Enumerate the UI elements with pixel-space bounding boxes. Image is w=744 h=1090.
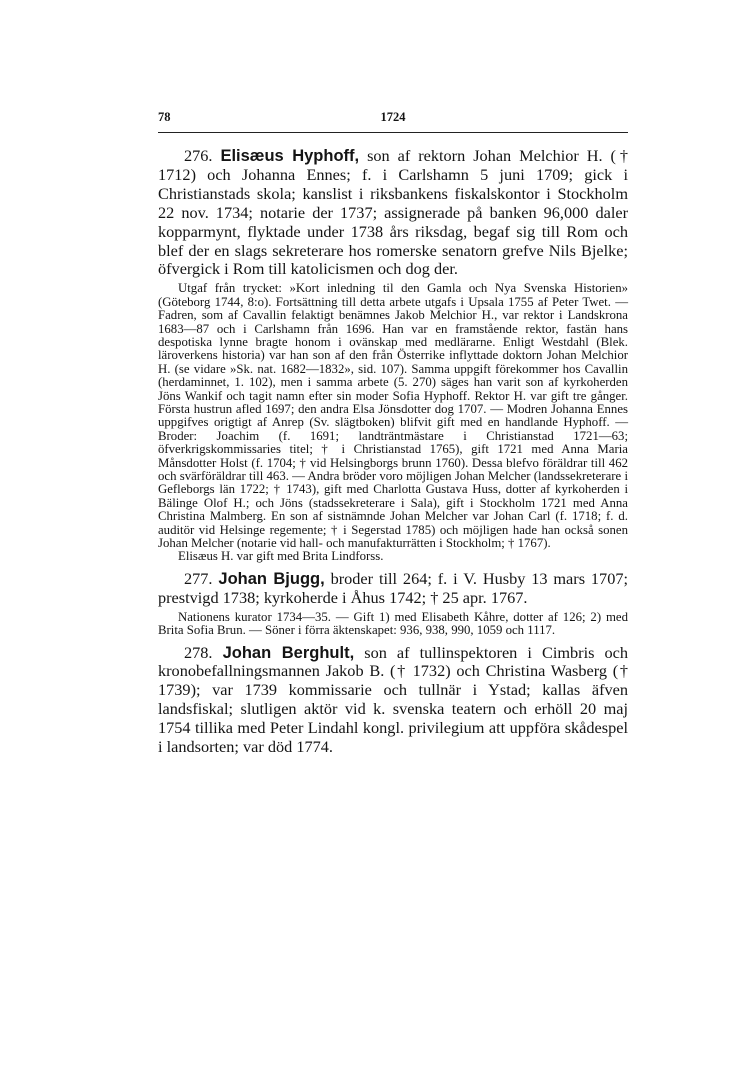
- page-number: 78: [158, 110, 171, 124]
- header-rule: [158, 132, 628, 133]
- entry-number: 276.: [184, 146, 213, 165]
- entry-number: 278.: [184, 642, 213, 662]
- entry-name: Johan Bjugg,: [218, 569, 325, 588]
- running-head: [158, 110, 628, 132]
- entry-text: son af rektorn Johan Melchior H. († 1712) och Johanna Ennes; f. i Carlshamn 5 juni 1709; gick i Christianstads skola; kanslist i riksbankens fiskalskontor i Stockholm 22 nov. 1734; notarie der 1737; assignerade på banken 96,000 daler kopparmynt, flyktade under 1738 års riksdag, begaf sig till Rom och blef der en slags sekreterare hos romerske senatorn grefve Nils Bjelke; öfvergick i Rom till katolicismen och dog der.: [158, 146, 628, 279]
- entry-text: son af tullinspektoren i Cimbris och kronobefallningsmannen Jakob B. († 1732) och Christina Wasberg († 1739); var 1739 kommissarie och tullnär i Ystad; kallas äfven landsfiskal; slutligen aktör vid k. svenska teatern och erhöll 20 maj 1754 tillika med Peter Lindahl kongl. privilegium att uppföra skådespel i landsorten; var död 1774.: [158, 642, 629, 757]
- entry-number: 277.: [184, 568, 213, 588]
- running-head-year: 1724: [380, 110, 406, 124]
- entry-name: Johan Berghult,: [222, 643, 355, 662]
- book-page: [158, 110, 628, 757]
- entry-note: Nationens kurator 1734—35. — Gift 1) med Elisabeth Kåhre, dotter af 126; 2) med Brita Sofia Brun. — Söner i förra äktenskapet: 936, 938, 990, 1059 och 1117.: [158, 609, 628, 638]
- entry-276: [158, 147, 628, 279]
- entry-278: [158, 644, 628, 757]
- entry-text: broder till 264; f. i V. Husby 13 mars 1707; prestvigd 1738; kyrkoherde i Åhus 1742; † 25 apr. 1767.: [158, 568, 629, 607]
- entry-note: Elisæus H. var gift med Brita Lindforss.: [178, 549, 384, 564]
- entry-277: [158, 570, 628, 608]
- entry-note: Utgaf från trycket: »Kort inledning til den Gamla och Nya Svenska Historien» (Göteborg 1744, 8:o). Fortsättning till detta arbete utgafs i Upsala 1755 af Peter Twet. — Fadren, som af Cavallin felaktigt benämnes Jakob Melchior H., var rektor i Landskrona 1683—87 och i Carlshamn från 1696. Han var en framstående rektor, fastän hans despotiska lynne bragte honom i ovänskap med medlärarne. Enligt Westdahl (Blek. läroverkens historia) var han son af den från Österrike inflyttade doktorn Johan Melchior H. (se vidare »Sk. nat. 1682—1832», sid. 107). Samma uppgift förekommer hos Cavallin (herdaminnet, 1. 102), men i samma arbete (5. 270) säges han varit son af kyrkoherden Jöns Wankif och tagit namn efter sin moder Sofia Hyphoff. Rektor H. var gift tre gånger. Första hustrun afled 1697; den andra Elsa Jönsdotter dog 1707. — Modren Johanna Ennes uppgifves origtigt af Anrep (Sv. slägtboken) blifvit gift med en handlande Hyphoff. — Broder: Joachim (f. 1691; landträntmästare i Christianstad 1721—63; öfverkrigskommissaries titel; † i Christianstad 1765), gift 1721 med Anna Maria Månsdotter Holst (f. 1704; † vid Helsingborgs brunn 1760). Dessa blefvo föräldrar till 462 och svärföräldrar till 463. — Andra bröder voro möjligen Johan Melcher (landssekreterare i Gefleborgs län 1722; † 1743), gift med Charlotta Gustava Huss, dotter af kyrkoherden i Bälinge Olof H.; och Jöns (stadssekreterare i Sala), gift i Stockholm 1721 med Anna Christina Malmberg. En son af sistnämnde Johan Melcher var Johan Carl (f. 1718; f. d. auditör vid Helsinge regemente; † i Segerstad 1785) och möjligen hade han också sonen Johan Melcher (notarie vid hall- och manufakturrätten i Stockholm; † 1767).: [158, 281, 628, 551]
- entry-name: Elisæus Hyphoff,: [220, 147, 360, 165]
